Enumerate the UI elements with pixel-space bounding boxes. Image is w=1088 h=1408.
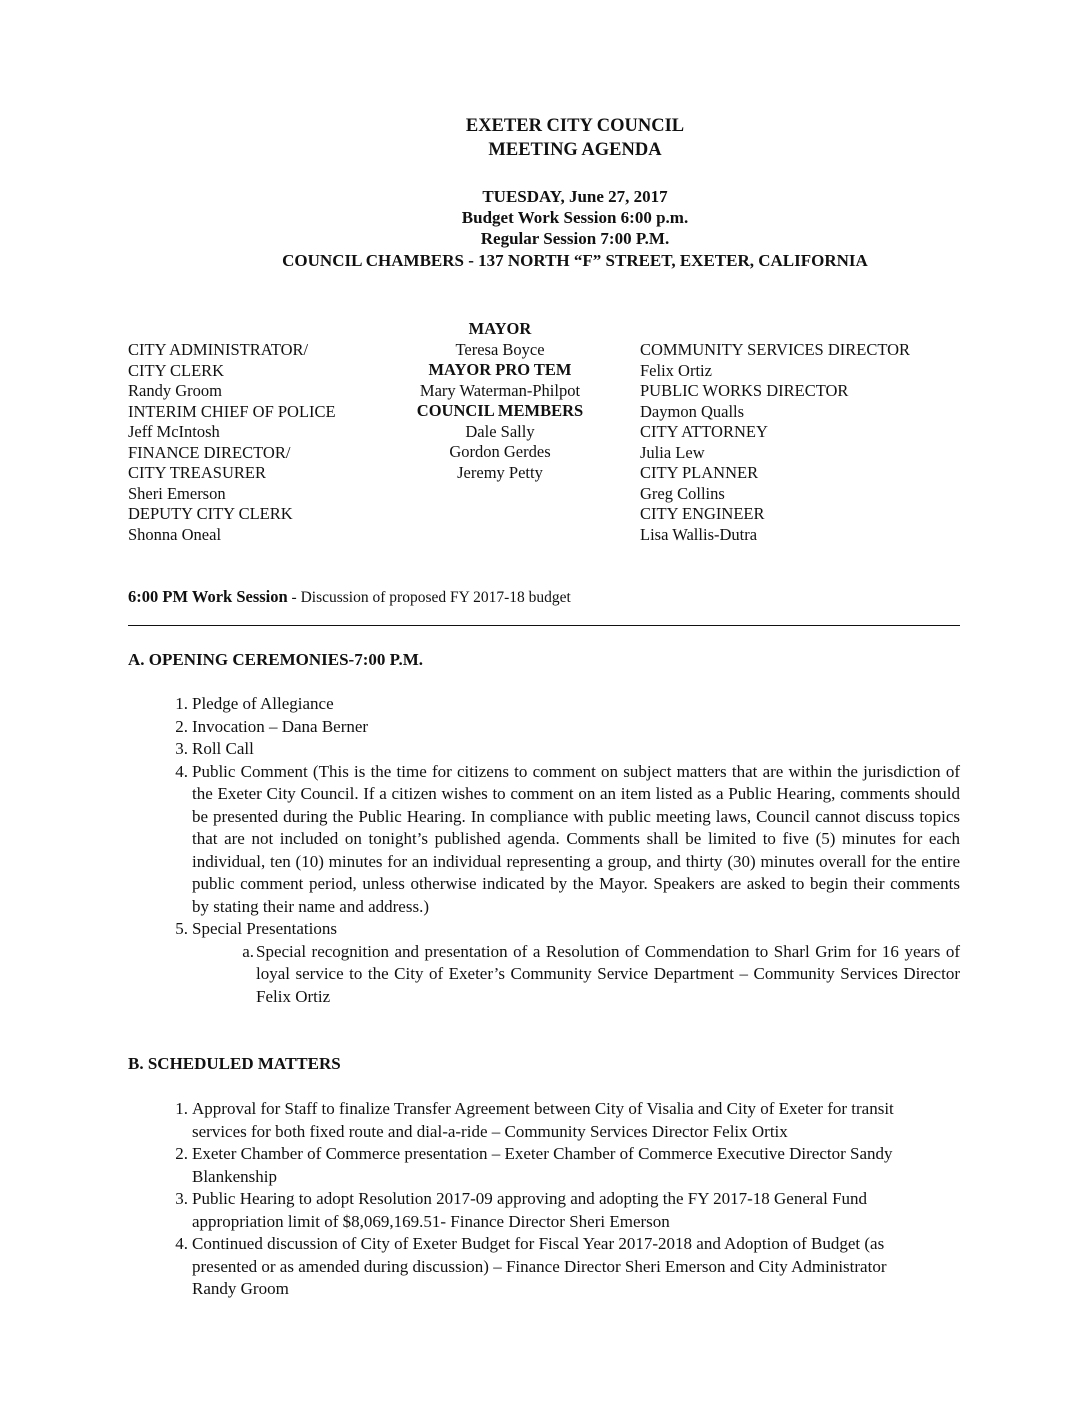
list-item: 4. Continued discussion of City of Exeter Budget for Fiscal Year 2017-2018 and Adoption of Budget (as presented or as amended during discussion) – Finance Director Sheri Emerson and City Administrator Randy Groom bbox=[175, 1234, 887, 1298]
budget-session-time: Budget Work Session 6:00 p.m. bbox=[461, 208, 689, 227]
list-item-public-comment: 4. Public Comment (This is the time for citizens to comment on subject matters that are within the jurisdiction of the Exeter City Council. If a citizen wishes to comment on an item listed as a Public Hearing, comments should be presented during the Public Hearing. In compliance with public meeting laws, Council cannot discuss topics that are not included on tonight’s published agenda. Comments shall be limited to five (5) minutes for each individual, ten (10) minutes for an individual representing a group, and thirty (30) minutes overall for the entire public comment period, unless otherwise indicated by the Mayor. Speakers are asked to begin their comments by stating their name and address.) bbox=[175, 761, 960, 916]
official-line: CITY ATTORNEY bbox=[640, 422, 768, 441]
council-members-title: COUNCIL MEMBERS bbox=[416, 401, 584, 420]
official-line: CITY CLERK bbox=[128, 360, 225, 380]
work-session-label: 6:00 PM Work Session bbox=[128, 587, 288, 606]
official-line: CITY ADMINISTRATOR/ bbox=[128, 340, 309, 359]
list-item: 3. Public Hearing to adopt Resolution 2017-09 approving and adopting the FY 2017-18 General Fund appropriation limit of $8,069,169.51- Finance Director Sheri Emerson bbox=[175, 1189, 868, 1231]
mayor-pro-tem-title: MAYOR PRO TEM bbox=[428, 360, 572, 379]
official-line: CITY ENGINEER bbox=[640, 504, 765, 523]
officials-right-column bbox=[640, 340, 910, 545]
official-line: CITY TREASURER bbox=[128, 463, 266, 482]
regular-session-time: Regular Session 7:00 P.M. bbox=[480, 229, 670, 248]
official-line: COMMUNITY SERVICES DIRECTOR bbox=[640, 340, 911, 359]
list-item: 3. Roll Call bbox=[175, 739, 254, 758]
mayor-name: Teresa Boyce bbox=[455, 339, 545, 359]
council-title: EXETER CITY COUNCIL bbox=[465, 116, 685, 136]
section-a-list bbox=[175, 693, 960, 1008]
official-line: Greg Collins bbox=[640, 483, 725, 503]
council-member: Dale Sally bbox=[465, 421, 535, 441]
official-line: CITY PLANNER bbox=[640, 463, 759, 482]
section-divider bbox=[128, 625, 960, 626]
official-line: PUBLIC WORKS DIRECTOR bbox=[640, 381, 849, 400]
meeting-date: TUESDAY, June 27, 2017 bbox=[482, 187, 668, 206]
work-session-text: - Discussion of proposed FY 2017-18 budget bbox=[287, 589, 571, 606]
mayor-title: MAYOR bbox=[468, 319, 532, 338]
official-line: Jeff McIntosh bbox=[128, 422, 220, 441]
council-member: Jeremy Petty bbox=[457, 462, 543, 482]
official-line: Randy Groom bbox=[128, 381, 222, 400]
mayor-pro-tem-name: Mary Waterman-Philpot bbox=[419, 380, 581, 400]
officials-center-column bbox=[390, 319, 610, 483]
official-line: FINANCE DIRECTOR/ bbox=[128, 442, 291, 462]
official-line: INTERIM CHIEF OF POLICE bbox=[128, 401, 336, 421]
list-item: 2. Invocation – Dana Berner bbox=[175, 716, 369, 736]
section-a-title: A. OPENING CEREMONIES-7:00 P.M. bbox=[128, 650, 423, 669]
official-line: Sheri Emerson bbox=[128, 483, 226, 503]
official-line: DEPUTY CITY CLERK bbox=[128, 504, 293, 523]
list-item: 1. Pledge of Allegiance bbox=[175, 694, 334, 713]
council-member: Gordon Gerdes bbox=[449, 442, 551, 461]
official-line: Daymon Qualls bbox=[640, 401, 745, 421]
section-b-title: B. SCHEDULED MATTERS bbox=[128, 1054, 341, 1073]
list-item: 2. Exeter Chamber of Commerce presentation – Exeter Chamber of Commerce Executive Director Sandy Blankenship bbox=[175, 1144, 893, 1186]
official-line: Shonna Oneal bbox=[128, 524, 222, 544]
work-session-line bbox=[128, 587, 571, 607]
official-line: Lisa Wallis-Dutra bbox=[640, 524, 758, 544]
meeting-location: COUNCIL CHAMBERS - 137 NORTH “F” STREET, EXETER, CALIFORNIA bbox=[282, 251, 868, 270]
officials-left-column bbox=[128, 340, 336, 545]
list-subitem: a. Special recognition and presentation of a Resolution of Commendation to Sharl Grim for 16 years of loyal service to the City of Exeter’s Community Service Department – Community Services Director Felix Ortiz bbox=[242, 941, 960, 1006]
official-line: Felix Ortiz bbox=[640, 360, 712, 380]
official-line: Julia Lew bbox=[640, 442, 705, 462]
list-item: 5. Special Presentations bbox=[175, 919, 337, 938]
list-item: 1. Approval for Staff to finalize Transfer Agreement between City of Visalia and City of Exeter for transit services for both fixed route and dial-a-ride – Community Services Director Felix Ortix bbox=[175, 1099, 894, 1141]
agenda-title: MEETING AGENDA bbox=[488, 140, 662, 160]
section-b-list bbox=[175, 1098, 932, 1301]
